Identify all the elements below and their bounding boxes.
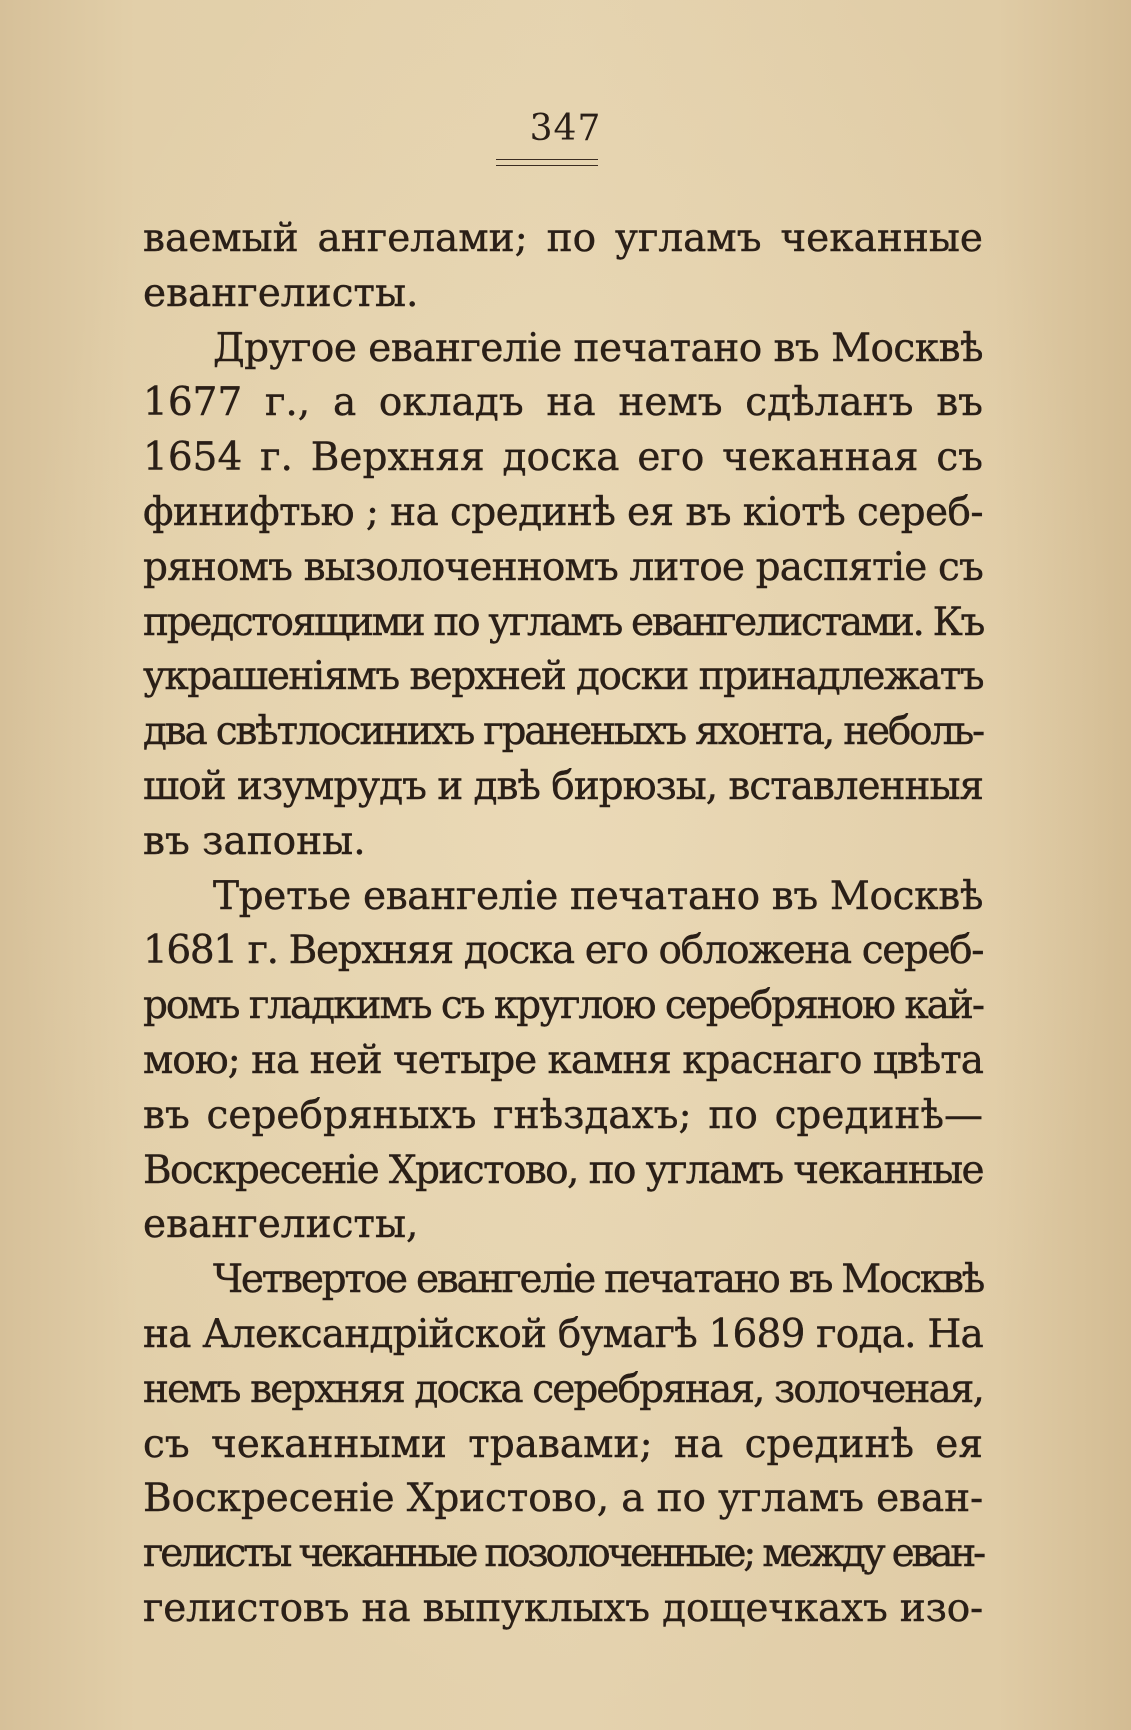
text-line: немъ верхняя доска серебряная, золоченая, <box>143 1366 983 1412</box>
text-line: 1677 г., а окладъ на немъ сдѣланъ въ <box>143 380 983 426</box>
text-line: въ запоны. <box>143 818 366 864</box>
text-line: ваемый ангелами; по угламъ чеканные <box>143 216 983 261</box>
text-line: въ серебряныхъ гнѣздахъ; по срединѣ— <box>143 1092 983 1138</box>
header-rule-bottom <box>496 165 598 166</box>
text-line: гелисты чеканные позолоченные; между еван- <box>143 1531 983 1577</box>
text-line: ромъ гладкимъ съ круглою серебряною кай- <box>143 983 983 1029</box>
text-line: 1681 г. Верхняя доска его обложена сереб- <box>143 928 983 974</box>
text-line: предстоящими по угламъ евангелистами. Къ <box>143 599 983 645</box>
body-text <box>143 212 983 1637</box>
text-line: украшеніямъ верхней доски принадлежатъ <box>143 654 983 700</box>
page-number: 347 <box>529 108 602 149</box>
text-line: евангелисты, <box>143 1202 419 1248</box>
text-line: Воскресеніе Христово, по угламъ чеканные <box>143 1147 983 1193</box>
text-line: мою; на ней четыре камня краснаго цвѣта <box>143 1037 983 1083</box>
text-line: съ чеканными травами; на срединѣ ея <box>143 1421 983 1467</box>
text-line: два свѣтлосинихъ граненыхъ яхонта, неболь- <box>143 709 983 755</box>
text-line: финифтью ; на срединѣ ея въ кіотѣ сереб- <box>143 489 983 535</box>
header-rule-top <box>496 159 598 160</box>
text-line: 1654 г. Верхняя доска его чеканная съ <box>143 435 983 481</box>
text-line: ряномъ вызолоченномъ литое распятіе съ <box>143 544 983 590</box>
text-line: евангелисты. <box>143 270 419 316</box>
text-line: Другое евангеліе печатано въ Москвѣ <box>213 325 983 371</box>
text-line: Третье евангеліе печатано въ Москвѣ <box>213 873 983 919</box>
text-line: Четвертое евангеліе печатано въ Москвѣ <box>213 1257 983 1303</box>
text-line: Воскресеніе Христово, а по угламъ еван- <box>143 1476 983 1522</box>
text-line: на Александрійской бумагѣ 1689 года. На <box>143 1311 983 1357</box>
text-line: шой изумрудъ и двѣ бирюзы, вставленныя <box>143 763 983 809</box>
text-line: гелистовъ на выпуклыхъ дощечкахъ изо- <box>143 1585 983 1631</box>
